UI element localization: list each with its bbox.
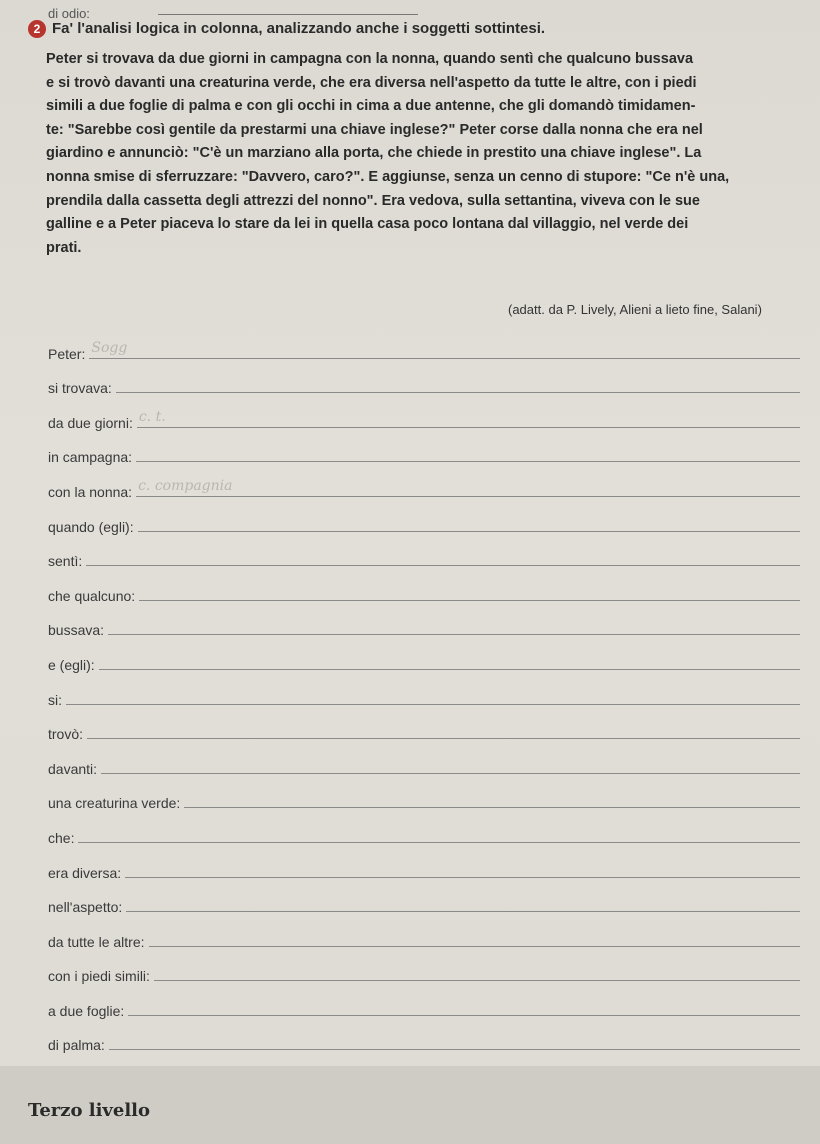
answer-line[interactable] (78, 841, 800, 843)
analysis-row (48, 780, 800, 815)
passage-line: simili a due foglie di palma e con gli occhi in cima a due antenne, che gli domandò timidamen- (46, 98, 696, 115)
row-label: che: (48, 829, 75, 846)
top-answer-line (48, 6, 418, 21)
analysis-row (48, 468, 800, 503)
row-label: che qualcuno: (48, 587, 136, 604)
handwritten-answer: c. compagnia (138, 477, 233, 494)
analysis-row (48, 1022, 800, 1057)
answer-line[interactable] (137, 408, 800, 428)
row-label: una creaturina verde: (48, 795, 181, 812)
answer-line[interactable] (109, 1048, 800, 1050)
row-label: si: (48, 691, 62, 708)
analysis-row (48, 814, 800, 849)
analysis-row (48, 538, 800, 573)
level-title: Terzo livello (28, 1100, 151, 1121)
answer-line[interactable] (154, 979, 800, 981)
row-label: bussava: (48, 622, 105, 639)
row-label: e (egli): (48, 656, 95, 673)
analysis-row (48, 607, 800, 642)
passage-line: te: "Sarebbe così gentile da prestarmi una chiave inglese?" Peter corse dalla nonna che era nel (46, 121, 703, 138)
analysis-row (48, 884, 800, 919)
answer-line[interactable] (89, 339, 800, 359)
analysis-row (48, 365, 800, 400)
analysis-row (48, 330, 800, 365)
row-label: con i piedi simili: (48, 968, 150, 985)
answer-line[interactable] (125, 876, 800, 878)
analysis-row (48, 676, 800, 711)
row-label: di palma: (48, 1037, 105, 1054)
analysis-row (48, 745, 800, 780)
row-label: con la nonna: (48, 483, 133, 500)
answer-line[interactable] (126, 910, 800, 912)
answer-line[interactable] (99, 668, 800, 670)
row-label: sentì: (48, 553, 83, 570)
answer-line[interactable] (116, 391, 800, 393)
answer-line[interactable] (128, 1014, 800, 1016)
row-label: in campagna: (48, 449, 133, 466)
analysis-row (48, 918, 800, 953)
exercise-number-badge: 2 (28, 20, 46, 38)
analysis-row (48, 711, 800, 746)
analysis-row (48, 399, 800, 434)
row-label: Peter: (48, 345, 86, 362)
answer-line[interactable] (136, 460, 800, 462)
row-label: trovò: (48, 726, 84, 743)
row-label: da due giorni: (48, 414, 133, 431)
row-label: nell'aspetto: (48, 899, 123, 916)
passage-line: galline e a Peter piaceva lo stare da lei in quella casa poco lontana dal villaggio, nel verde dei (46, 216, 689, 233)
answer-line[interactable] (86, 564, 800, 566)
handwritten-answer: Sogg (91, 339, 128, 356)
answer-line[interactable] (138, 530, 800, 532)
analysis-rows (48, 330, 800, 1091)
answer-line[interactable] (87, 737, 800, 739)
analysis-row (48, 849, 800, 884)
answer-line[interactable] (108, 633, 800, 635)
passage-source: (adatt. da P. Lively, Alieni a lieto fine, Salani) (508, 302, 762, 317)
analysis-row (48, 953, 800, 988)
passage-line: Peter si trovava da due giorni in campagna con la nonna, quando sentì che qualcuno bussava (46, 51, 694, 67)
row-label: davanti: (48, 760, 98, 777)
exercise-title: Fa' l'analisi logica in colonna, analizzando anche i soggetti sottintesi. (52, 20, 546, 37)
analysis-row (48, 434, 800, 469)
row-label: si trovava: (48, 380, 112, 397)
top-rule (158, 14, 418, 15)
answer-line[interactable] (139, 599, 800, 601)
passage-line: e si trovò davanti una creaturina verde, che era diversa nell'aspetto da tutte le altre, con i piedi (46, 74, 697, 91)
passage-line: prendila dalla cassetta degli attrezzi del nonno". Era vedova, sulla settantina, viveva con le sue (46, 192, 700, 209)
handwritten-answer: c. t. (138, 408, 166, 425)
passage-line: nonna smise di sferruzzare: "Davvero, caro?". E aggiunse, senza un cenno di stupore: "Ce n'è una, (46, 168, 730, 185)
answer-line[interactable] (149, 945, 800, 947)
answer-line[interactable] (101, 772, 800, 774)
analysis-row (48, 572, 800, 607)
reading-passage (46, 48, 816, 260)
answer-line[interactable] (66, 703, 800, 705)
row-label: a due foglie: (48, 1002, 125, 1019)
analysis-row (48, 641, 800, 676)
answer-line[interactable] (136, 477, 800, 497)
analysis-row (48, 503, 800, 538)
analysis-row (48, 987, 800, 1022)
passage-line: prati. (46, 239, 82, 256)
row-label: quando (egli): (48, 518, 134, 535)
top-label: di odio: (48, 6, 90, 21)
passage-line: giardino e annunciò: "C'è un marziano alla porta, che chiede in prestito una chiave inglese". La (46, 145, 702, 162)
row-label: da tutte le altre: (48, 933, 145, 950)
exercise-heading (28, 20, 818, 38)
row-label: era diversa: (48, 864, 122, 881)
answer-line[interactable] (184, 806, 800, 808)
